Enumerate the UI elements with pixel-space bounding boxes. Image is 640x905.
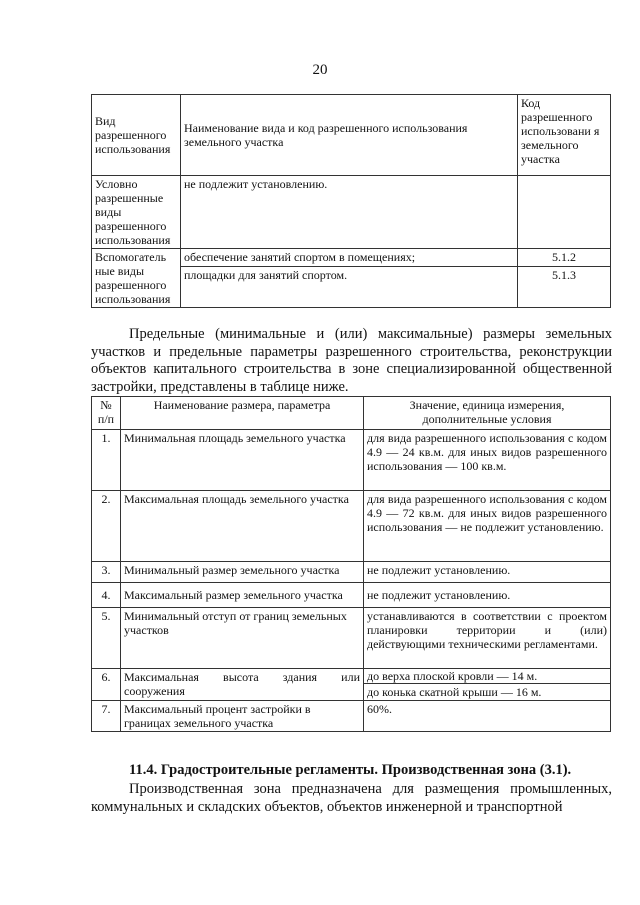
- header-num: № п/п: [92, 397, 121, 430]
- table-row: [92, 608, 611, 669]
- header-kind: Вид разрешенного использования: [92, 95, 181, 176]
- row-kind: Вспомогатель ные виды разрешенного использования: [92, 249, 181, 308]
- header-name: Наименование размера, параметра: [121, 397, 364, 430]
- header-name: Наименование вида и код разрешенного использования земельного участка: [181, 95, 518, 176]
- value-line: до верха плоской кровли — 14 м.: [367, 669, 538, 683]
- header-value: Значение, единица измерения, дополнительные условия: [364, 397, 611, 430]
- value-line: до конька скатной крыши — 16 м.: [364, 683, 610, 700]
- row-name: не подлежит установлению.: [181, 176, 518, 249]
- parameters-table: [91, 396, 611, 732]
- row-value: 60%.: [364, 701, 611, 732]
- row-num: 6.: [92, 669, 121, 701]
- row-value: устанавливаются в соответствии с проектом планировки территории и (или) действующими техническими регламентами.: [364, 608, 611, 669]
- table-row: [92, 249, 611, 267]
- row-name: Максимальный размер земельного участка: [121, 583, 364, 608]
- row-name: Минимальная площадь земельного участка: [121, 430, 364, 491]
- table-row: [92, 176, 611, 249]
- table-row: [92, 491, 611, 562]
- table-row: [92, 430, 611, 491]
- paragraph-production-zone: Производственная зона предназначена для размещения промышленных, коммунальных и складских объектов, объектов инженерной и транспортной: [91, 781, 612, 815]
- row-num: 2.: [92, 491, 121, 562]
- row-name: Максимальная площадь земельного участка: [121, 491, 364, 562]
- row-num: 7.: [92, 701, 121, 732]
- row-name: Максимальный процент застройки в границах земельного участка: [121, 701, 364, 732]
- paragraph-limits: Предельные (минимальные и (или) максимальные) размеры земельных участков и предельные параметры разрешенного строительства, реконструкции объектов капитального строительства в зоне специализированной общественной застройки, представлены в таблице ниже.: [91, 326, 612, 395]
- row-kind: Условно разрешенные виды разрешенного использования: [92, 176, 181, 249]
- header-code: Код разрешенного использовани я земельного участка: [518, 95, 611, 176]
- permitted-use-table: [91, 94, 611, 308]
- row-num: 1.: [92, 430, 121, 491]
- table-row: [92, 701, 611, 732]
- table-row: [92, 583, 611, 608]
- row-name: Минимальный размер земельного участка: [121, 562, 364, 583]
- row-name: обеспечение занятий спортом в помещениях;: [181, 249, 518, 267]
- section-heading: 11.4. Градостроительные регламенты. Производственная зона (3.1).: [129, 762, 572, 778]
- row-num: 5.: [92, 608, 121, 669]
- table-row: [92, 669, 611, 701]
- page-number: 20: [312, 62, 328, 78]
- row-code: 5.1.2: [518, 249, 611, 267]
- row-num: 3.: [92, 562, 121, 583]
- row-value: [364, 669, 611, 701]
- row-value: не подлежит установлению.: [364, 583, 611, 608]
- row-name: Максимальная высота здания или сооружения: [121, 669, 364, 701]
- table-header-row: [92, 397, 611, 430]
- row-code: 5.1.3: [518, 267, 611, 308]
- row-value: для вида разрешенного использования с кодом 4.9 — 72 кв.м. для иных видов разрешенного использования — не подлежит установлению.: [364, 491, 611, 562]
- row-value: для вида разрешенного использования с кодом 4.9 — 24 кв.м. для иных видов разрешенного использования — 100 кв.м.: [364, 430, 611, 491]
- row-num: 4.: [92, 583, 121, 608]
- row-value: не подлежит установлению.: [364, 562, 611, 583]
- row-name: площадки для занятий спортом.: [181, 267, 518, 308]
- table-row: [92, 562, 611, 583]
- row-code: [518, 176, 611, 249]
- row-name: Минимальный отступ от границ земельных участков: [121, 608, 364, 669]
- table-header-row: [92, 95, 611, 176]
